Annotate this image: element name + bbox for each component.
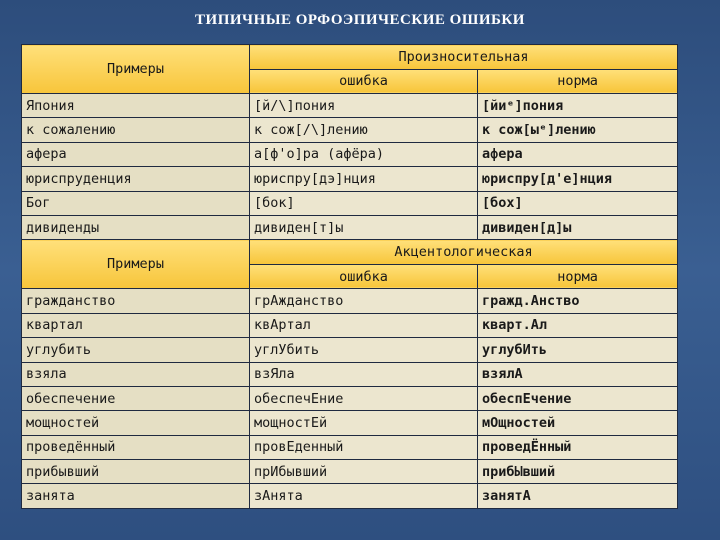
section2-norm-header: норма [478,264,678,289]
section1-row [22,142,678,166]
example-cell: мощностей [22,411,250,435]
example-cell: обеспечение [22,386,250,410]
error-cell: обеспечЕние [250,386,478,410]
norm-cell: взялА [478,362,678,386]
section2-row [22,362,678,386]
norm-cell: афера [478,142,678,166]
error-cell: дивиден[т]ы [250,215,478,239]
norm-cell: кварт.Ал [478,313,678,337]
section2-examples-header: Примеры [22,240,250,289]
norm-cell: [йиᵉ]пония [478,94,678,118]
section1-row [22,215,678,239]
error-cell: провЕденный [250,435,478,459]
error-cell: углУбить [250,338,478,362]
norm-cell: прибЫвший [478,460,678,484]
example-cell: прибывший [22,460,250,484]
example-cell: Япония [22,94,250,118]
error-cell: [бок] [250,191,478,215]
example-cell: афера [22,142,250,166]
section1-norm-header: норма [478,69,678,94]
section1-header-row [22,45,678,70]
section1-row [22,191,678,215]
example-cell: занята [22,484,250,508]
error-cell: квАртал [250,313,478,337]
section2-row [22,435,678,459]
norm-cell: к сож[ыᵉ]лению [478,118,678,142]
example-cell: взяла [22,362,250,386]
section1-examples-header: Примеры [22,45,250,94]
error-cell: [й/\]пония [250,94,478,118]
section1-error-header: ошибка [250,69,478,94]
section2-header-row [22,240,678,265]
example-cell: к сожалению [22,118,250,142]
example-cell: Бог [22,191,250,215]
example-cell: гражданство [22,289,250,313]
section1-row [22,167,678,191]
section2-row [22,289,678,313]
error-cell: зАнята [250,484,478,508]
norm-cell: юриспру[д'е]нция [478,167,678,191]
norm-cell: занятА [478,484,678,508]
example-cell: проведённый [22,435,250,459]
section2-row [22,411,678,435]
orthoepic-errors-table [21,44,678,509]
error-cell: грАжданство [250,289,478,313]
norm-cell: мОщностей [478,411,678,435]
section1-group-header: Произносительная [250,45,678,70]
error-cell: мощностЕй [250,411,478,435]
example-cell: дивиденды [22,215,250,239]
norm-cell: дивиден[д]ы [478,215,678,239]
norm-cell: обеспЕчение [478,386,678,410]
error-cell: взЯла [250,362,478,386]
section2-row [22,460,678,484]
example-cell: квартал [22,313,250,337]
error-cell: юриспру[дэ]нция [250,167,478,191]
section2-group-header: Акцентологическая [250,240,678,265]
section1-row [22,118,678,142]
error-cell: к сож[/\]лению [250,118,478,142]
example-cell: юриспруденция [22,167,250,191]
section1-row [22,94,678,118]
section2-row [22,338,678,362]
error-cell: прИбывший [250,460,478,484]
section2-error-header: ошибка [250,264,478,289]
norm-cell: [бох] [478,191,678,215]
section2-row [22,386,678,410]
example-cell: углубить [22,338,250,362]
section2-row [22,484,678,508]
section2-row [22,313,678,337]
norm-cell: гражд.Анство [478,289,678,313]
error-cell: а[ф'о]ра (афёра) [250,142,478,166]
norm-cell: углубИть [478,338,678,362]
page-title: ТИПИЧНЫЕ ОРФОЭПИЧЕСКИЕ ОШИБКИ [195,12,525,28]
norm-cell: проведЁнный [478,435,678,459]
